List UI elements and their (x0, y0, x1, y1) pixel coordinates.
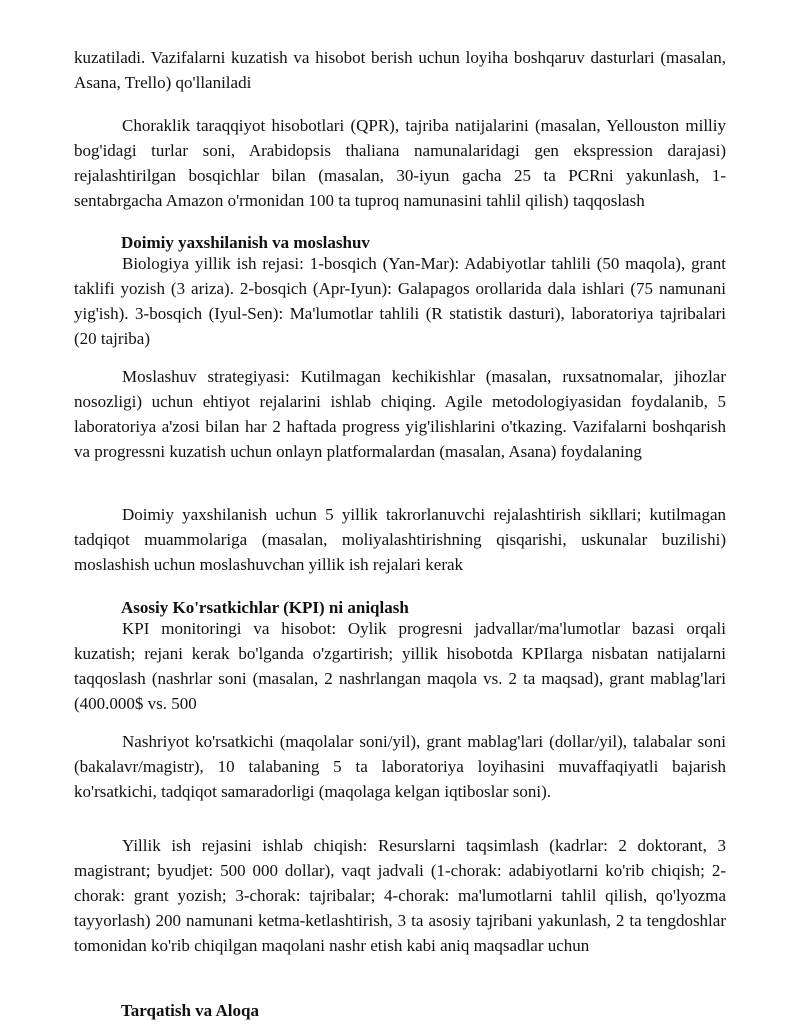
paragraph-continuous-cycles: Doimiy yaxshilanish uchun 5 yillik takrorlanuvchi rejalashtirish sikllari; kutilmagan tadqiqot muammolariga (masalan, moliyalashtirishning qisqarishi, uskunalar buzilishi) moslashish uchun moslashuvchan yillik ish rejalari kerak (74, 505, 726, 574)
paragraph-quarterly-reports: Choraklik taraqqiyot hisobotlari (QPR), tajriba natijalarini (masalan, Yellouston milliy bog'idagi turlar soni, Arabidopsis thaliana namunalaridagi gen ekspression darajasi) rejalashtirilgan bosqichlar bilan (masalan, 30-iyun gacha 25 ta PCRni yakunlash, 1-sentabrgacha Amazon o'rmonidan 100 ta tuproq namunasini tahlil qilish) taqqoslash (74, 116, 726, 210)
paragraph-kpi-monitoring: KPI monitoringi va hisobot: Oylik progresni jadvallar/ma'lumotlar bazasi orqali kuzatish; rejani kerak bo'lganda o'zgartirish; yillik hisobotda KPIlarga nisbatan natijalarni taqqoslash (nashrlar soni (masalan, 2 nashrlangan maqola vs. 2 ta maqsad), grant mablag'lari (400.000$ vs. 500 (74, 619, 726, 713)
paragraph-intro-continuation: kuzatiladi. Vazifalarni kuzatish va hisobot berish uchun loyiha boshqaruv dasturlari (masalan, Asana, Trello) qo'llaniladi (74, 48, 726, 92)
paragraph-annual-plan: Yillik ish rejasini ishlab chiqish: Resurslarni taqsimlash (kadrlar: 2 doktorant, 3 magistrant; byudjet: 500 000 dollar), vaqt jadvali (1-chorak: adabiyotlarni ko'rib chiqish; 2-chorak: grant yozish; 3-chorak: tajribalar; 4-chorak: ma'lumotlarni tahlil qilish, qo'lyozma tayyorlash) 200 namunani ketma-ketlashtirish, 3 ta asosiy tajribani yakunlash, 2 ta tengdoshlar tomonidan ko'rib chiqilgan maqolani nashr etish kabi aniq maqsadlar uchun (74, 836, 726, 955)
heading-continuous-improvement: Doimiy yaxshilanish va moslashuv (121, 233, 370, 252)
paragraph-biology-plan: Biologiya yillik ish rejasi: 1-bosqich (Yan-Mar): Adabiyotlar tahlili (50 maqola), grant taklifi yozish (3 ariza). 2-bosqich (Apr-Iyun): Galapagos orollarida dala ishlari (75 namunani yig'ish). 3-bosqich (Iyul-Sen): Ma'lumotlar tahlili (R statistik dasturi), laboratoriya tajribalari (20 tajriba) (74, 254, 726, 348)
paragraph-publication-metrics: Nashriyot ko'rsatkichi (maqolalar soni/yil), grant mablag'lari (dollar/yil), talabalar soni (bakalavr/magistr), 10 talabaning 5 ta laboratoriya loyihasini muvaffaqiyatli bajarish ko'rsatkichi, tadqiqot samaradorligi (maqolaga kelgan iqtiboslar soni). (74, 732, 726, 801)
heading-dissemination: Tarqatish va Aloqa (121, 1001, 259, 1020)
heading-kpi: Asosiy Ko'rsatkichlar (KPI) ni aniqlash (121, 598, 409, 617)
paragraph-adaptation-strategy: Moslashuv strategiyasi: Kutilmagan kechikishlar (masalan, ruxsatnomalar, jihozlar nosozligi) uchun ehtiyot rejalarini ishlab chiqing. Agile metodologiyasidan foydalanib, 5 laboratoriya a'zosi bilan har 2 haftada progress yig'ilishlarini o'tkazing. Vazifalarni boshqarish va progressni kuzatish uchun onlayn platformalardan (masalan, Asana) foydalaning (74, 367, 726, 461)
